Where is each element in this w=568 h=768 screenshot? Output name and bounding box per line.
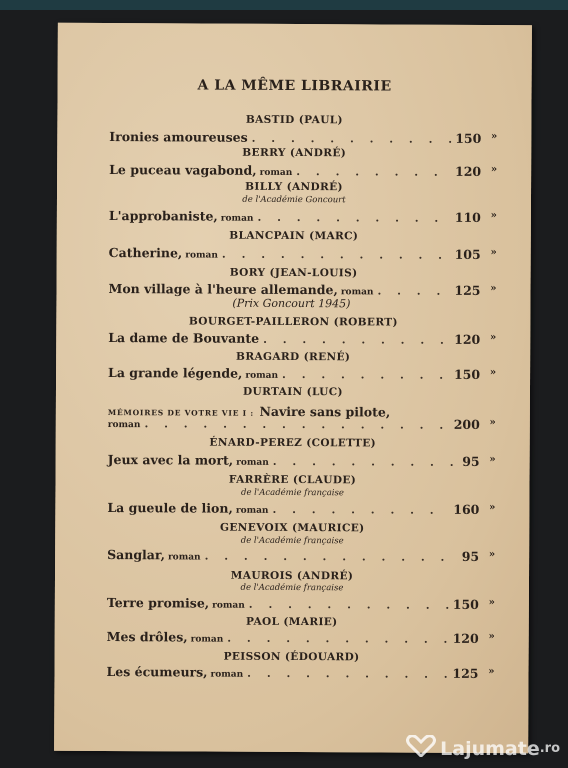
dot-leader [205, 550, 458, 564]
author-name: PEISSON (ÉDOUARD) [223, 650, 360, 664]
author-name: BLANCPAIN (MARC) [229, 229, 359, 243]
book-kind: roman [340, 287, 374, 298]
academy-note: de l'Académie française [240, 487, 344, 499]
book-entry [108, 330, 497, 348]
dot-leader [222, 248, 451, 262]
book-price: 125 [454, 282, 481, 298]
academy-note: de l'Académie Goncourt [242, 194, 346, 206]
book-title: Ironies amoureuses [109, 129, 248, 145]
book-entry [106, 629, 495, 647]
book-kind: roman [212, 600, 245, 611]
price-suffix: » [488, 549, 496, 561]
watermark-tld: .ro [539, 741, 560, 756]
book-entry [107, 500, 496, 518]
book-entry [106, 664, 495, 682]
book-price: 150 [453, 366, 481, 382]
book-entry [108, 245, 497, 263]
price-suffix: » [491, 131, 498, 143]
author-name: BRAGARD (RENÉ) [236, 350, 351, 364]
book-title: Mon village à l'heure allemande, [108, 281, 338, 298]
book-page [54, 23, 532, 753]
book-kind: roman [236, 457, 269, 468]
book-price: 120 [452, 630, 479, 646]
price-suffix: » [490, 247, 497, 259]
dot-leader [249, 598, 449, 612]
price-suffix: » [488, 666, 495, 678]
dot-leader [227, 632, 448, 646]
book-kind: roman [185, 250, 218, 261]
price-suffix: » [489, 454, 496, 466]
book-entry [108, 365, 497, 383]
book-title: Catherine, [108, 245, 183, 261]
author-name: ÉNARD-PEREZ (COLETTE) [209, 436, 377, 450]
price-suffix: » [489, 417, 496, 429]
book-price: 150 [452, 596, 479, 612]
book-price: 200 [453, 416, 480, 432]
book-entry [108, 208, 497, 226]
book-price: 120 [454, 331, 481, 347]
book-entry [109, 129, 498, 147]
author-name: BOURGET-PAILLERON (ROBERT) [188, 315, 398, 329]
author-name: DURTAIN (LUC) [243, 385, 343, 399]
dot-leader [273, 455, 458, 469]
author-name: BERRY (ANDRÉ) [242, 146, 347, 160]
dot-leader [247, 667, 448, 681]
book-price: 95 [462, 453, 480, 469]
price-suffix: » [488, 597, 495, 609]
series-prefix: MÉMOIRES DE VOTRE VIE I : [107, 408, 254, 418]
book-price: 95 [461, 548, 480, 564]
dot-leader [272, 503, 449, 517]
book-price: 110 [454, 209, 481, 225]
author-name: PAOL (MARIE) [245, 615, 338, 629]
book-title: La grande légende, [108, 365, 243, 381]
book-title: Le puceau vagabond, [109, 162, 257, 178]
book-kind: roman [167, 552, 201, 563]
author-name: BASTID (PAUL) [245, 113, 343, 127]
author-name: BILLY (ANDRÉ) [245, 180, 343, 194]
book-title: Terre promise, [106, 595, 210, 611]
price-suffix: » [489, 502, 496, 514]
author-name: BORY (JEAN-LOUIS) [229, 266, 358, 280]
author-name: GENEVOIX (MAURICE) [220, 521, 365, 535]
author-name: FARRÈRE (CLAUDE) [228, 473, 357, 487]
academy-note: de l'Académie française [240, 582, 344, 594]
dot-leader [377, 284, 450, 297]
price-suffix: » [489, 367, 497, 379]
book-title: Les écumeurs, [106, 664, 208, 680]
top-band [0, 0, 568, 10]
book-entry [107, 547, 496, 565]
price-suffix: » [490, 283, 497, 295]
dot-leader [296, 165, 451, 179]
book-title: L'approbaniste, [108, 208, 218, 224]
site-watermark [406, 735, 560, 762]
book-price: 105 [454, 246, 481, 262]
price-suffix: » [488, 631, 495, 643]
book-kind: roman [107, 420, 141, 431]
book-title: La dame de Bouvante [108, 330, 260, 346]
book-entry [107, 415, 496, 433]
book-kind: roman [245, 370, 279, 381]
book-title: La gueule de lion, [107, 500, 233, 516]
book-price: 125 [452, 665, 479, 681]
book-price: 120 [455, 163, 482, 179]
dot-leader [252, 132, 452, 146]
heart-logo-icon [406, 735, 436, 762]
dot-leader [282, 368, 450, 382]
book-price: 150 [455, 130, 482, 146]
book-kind: roman [259, 167, 293, 178]
book-price: 160 [453, 501, 480, 517]
book-entry [106, 595, 495, 613]
book-title: Navire sans pilote, [259, 403, 391, 420]
book-title: Jeux avec la mort, [107, 452, 234, 468]
price-suffix: » [490, 210, 497, 222]
book-kind: roman [220, 213, 254, 224]
watermark-brand: Lajumate [440, 737, 540, 760]
book-entry [107, 452, 496, 470]
book-title: Mes drôles, [106, 629, 188, 645]
price-suffix: » [490, 164, 498, 176]
price-suffix: » [489, 332, 497, 344]
page-heading: A LA MÊME LIBRAIRIE [197, 77, 392, 95]
dot-leader [144, 417, 449, 432]
academy-note: de l'Académie française [240, 535, 344, 547]
book-title: Sanglar, [107, 547, 166, 563]
author-name: MAUROIS (ANDRÉ) [230, 569, 354, 583]
book-kind: roman [190, 634, 224, 645]
book-kind: roman [210, 669, 244, 680]
dot-leader [257, 211, 450, 225]
prize-note: (Prix Goncourt 1945) [232, 296, 351, 311]
book-kind: roman [235, 505, 269, 516]
book-entry [109, 162, 498, 180]
dot-leader [263, 333, 450, 347]
